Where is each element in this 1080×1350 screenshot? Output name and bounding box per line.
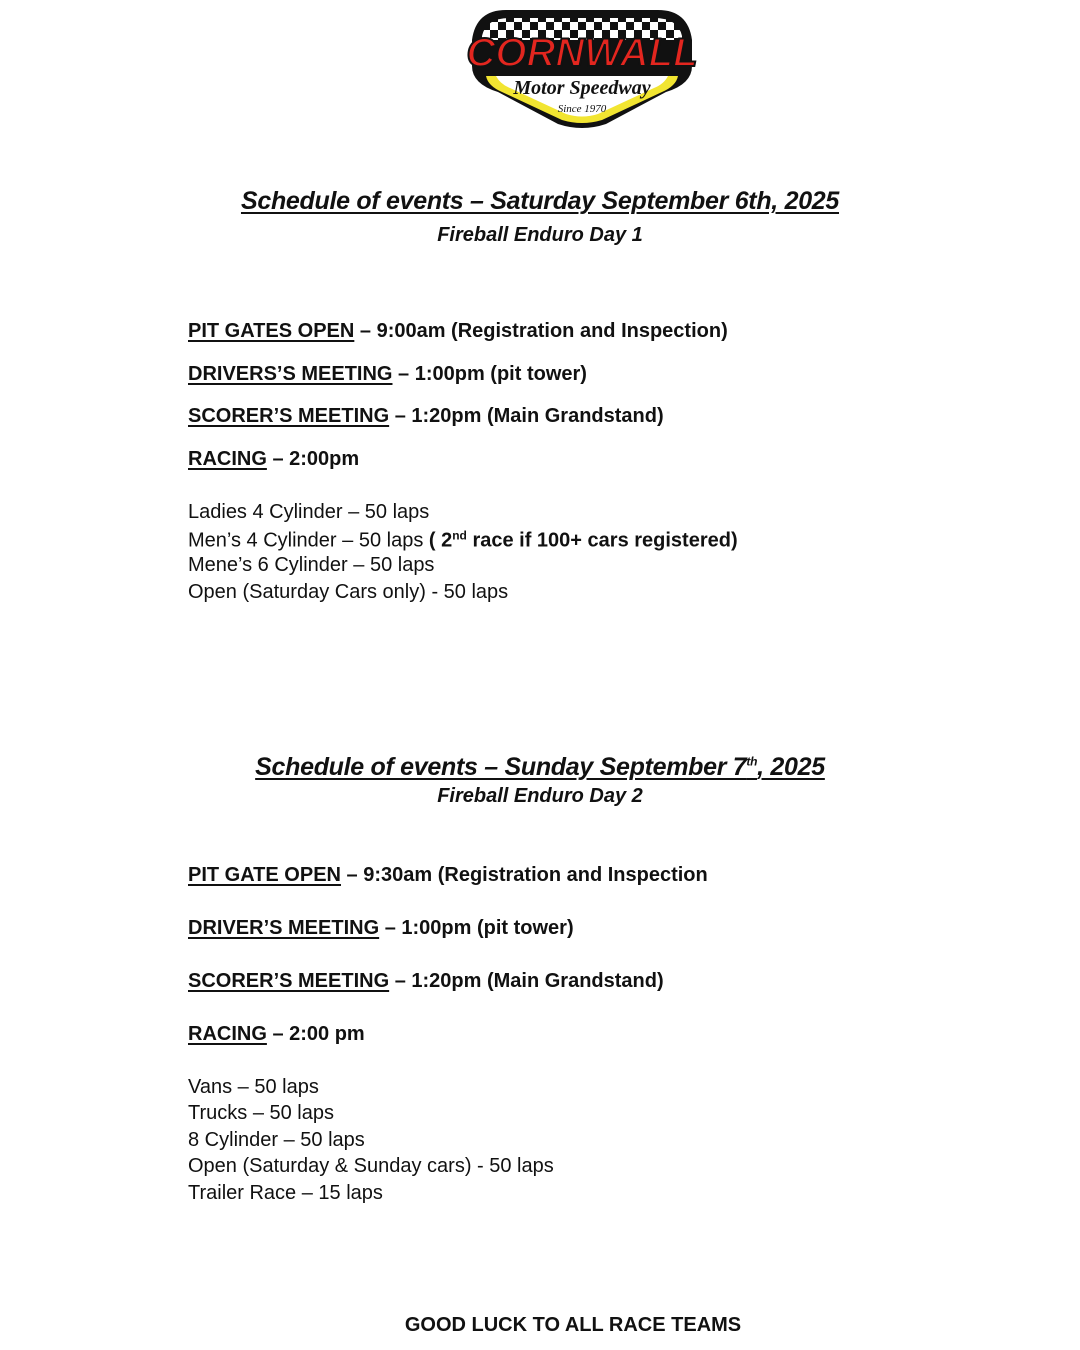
day2-race-item: Open (Saturday & Sunday cars) - 50 laps xyxy=(188,1155,554,1177)
day2-race-item: 8 Cylinder – 50 laps xyxy=(188,1129,365,1151)
logo-subtitle: Motor Speedway xyxy=(513,77,651,99)
day1-pit-gates: PIT GATES OPEN – 9:00am (Registration and Inspection) xyxy=(188,320,728,342)
day2-title: Schedule of events – Sunday September 7th, 2025 xyxy=(255,753,825,781)
day2-race-item: Trucks – 50 laps xyxy=(188,1102,334,1124)
day2-scorers-meeting: SCORER’S MEETING – 1:20pm (Main Grandstand) xyxy=(188,970,664,992)
day1-race-item: Ladies 4 Cylinder – 50 laps xyxy=(188,501,430,523)
day2-pit-gate: PIT GATE OPEN – 9:30am (Registration and Inspection xyxy=(188,864,708,886)
day1-race-item: Mene’s 6 Cylinder – 50 laps xyxy=(188,554,435,576)
day1-racing: RACING – 2:00pm xyxy=(188,448,360,470)
day2-racing: RACING – 2:00 pm xyxy=(188,1023,365,1045)
day2-subtitle: Fireball Enduro Day 2 xyxy=(437,785,643,807)
day1-race-item: Open (Saturday Cars only) - 50 laps xyxy=(188,581,509,603)
logo-since: Since 1970 xyxy=(557,103,607,115)
day1-subtitle: Fireball Enduro Day 1 xyxy=(437,224,643,246)
day2-race-item: Vans – 50 laps xyxy=(188,1076,319,1098)
cornwall-speedway-logo xyxy=(466,6,698,132)
day2-race-item: Trailer Race – 15 laps xyxy=(188,1182,383,1204)
day1-drivers-meeting: DRIVERS’S MEETING – 1:00pm (pit tower) xyxy=(188,363,587,385)
closing-message: GOOD LUCK TO ALL RACE TEAMS xyxy=(404,1314,742,1336)
day1-scorers-meeting: SCORER’S MEETING – 1:20pm (Main Grandstand) xyxy=(188,405,664,427)
day2-drivers-meeting: DRIVER’S MEETING – 1:00pm (pit tower) xyxy=(188,917,574,939)
day1-race-item: Men’s 4 Cylinder – 50 laps ( 2nd race if 100+ cars registered) xyxy=(188,528,738,552)
logo-wordmark: CORNWALL xyxy=(466,31,698,75)
day1-title: Schedule of events – Saturday September 6th, 2025 xyxy=(240,187,840,215)
